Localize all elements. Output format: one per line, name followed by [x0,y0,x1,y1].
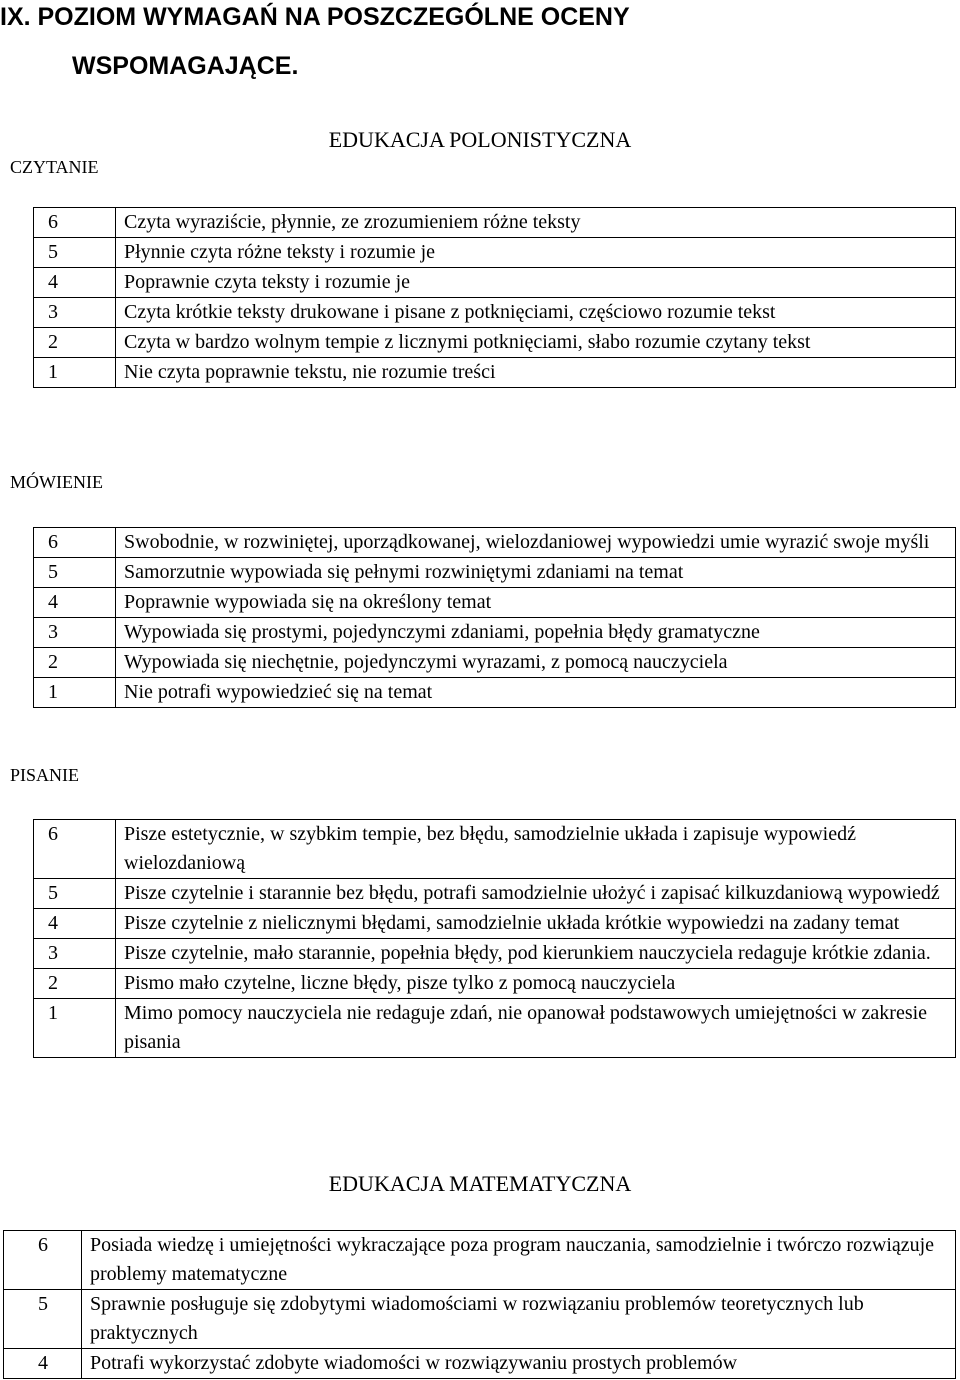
grade-cell: 6 [34,528,116,558]
table-row [34,969,956,999]
section-title-pisanie: PISANIE [10,765,80,785]
criteria-cell: Swobodnie, w rozwiniętej, uporządkowanej, wielozdaniowej wypowiedzi umie wyrazić swoje myśli [116,528,956,558]
table-row [4,1231,956,1290]
table-row [4,1349,956,1379]
criteria-cell: Pisze czytelnie z nielicznymi błędami, samodzielnie układa krótkie wypowiedzi na zadany temat [116,909,956,939]
table-row [34,298,956,328]
table-row [34,528,956,558]
table-row [4,1290,956,1349]
criteria-cell: Czyta w bardzo wolnym tempie z licznymi potknięciami, słabo rozumie czytany tekst [116,328,956,358]
table-row [34,618,956,648]
grade-cell: 1 [34,678,116,708]
grade-cell: 3 [34,618,116,648]
grade-cell: 2 [34,969,116,999]
mowienie-table [33,527,956,708]
table-row [34,328,956,358]
pisanie-table [33,819,956,1058]
criteria-cell: Pisze estetycznie, w szybkim tempie, bez błędu, samodzielnie układa i zapisuje wypowiedź wielozdaniową [116,820,956,879]
matematyczna-table [3,1230,956,1379]
table-row [34,939,956,969]
grade-cell: 1 [34,999,116,1058]
criteria-cell: Mimo pomocy nauczyciela nie redaguje zdań, nie opanował podstawowych umiejętności w zakresie pisania [116,999,956,1058]
criteria-cell: Potrafi wykorzystać zdobyte wiadomości w rozwiązywaniu prostych problemów [82,1349,956,1379]
grade-cell: 2 [34,648,116,678]
criteria-cell: Wypowiada się niechętnie, pojedynczymi wyrazami, z pomocą nauczyciela [116,648,956,678]
table-row [34,238,956,268]
criteria-cell: Pisze czytelnie, mało starannie, popełnia błędy, pod kierunkiem nauczyciela redaguje krótkie zdania. [116,939,956,969]
grade-cell: 5 [34,879,116,909]
grade-cell: 3 [34,298,116,328]
chapter-heading: IX. POZIOM WYMAGAŃ NA POSZCZEGÓLNE OCENY [0,3,630,31]
criteria-cell: Płynnie czyta różne teksty i rozumie je [116,238,956,268]
grade-cell: 5 [4,1290,82,1349]
grade-cell: 2 [34,328,116,358]
grade-cell: 4 [4,1349,82,1379]
subject-title-polonistyczna: EDUKACJA POLONISTYCZNA [328,127,632,152]
criteria-cell: Czyta wyraziście, płynnie, ze zrozumieniem różne teksty [116,208,956,238]
grade-cell: 5 [34,558,116,588]
table-row [34,820,956,879]
table-row [34,678,956,708]
criteria-cell: Sprawnie posługuje się zdobytymi wiadomościami w rozwiązaniu problemów teoretycznych lub praktycznych [82,1290,956,1349]
criteria-cell: Nie czyta poprawnie tekstu, nie rozumie treści [116,358,956,388]
criteria-cell: Poprawnie czyta teksty i rozumie je [116,268,956,298]
criteria-cell: Wypowiada się prostymi, pojedynczymi zdaniami, popełnia błędy gramatyczne [116,618,956,648]
criteria-cell: Samorzutnie wypowiada się pełnymi rozwiniętymi zdaniami na temat [116,558,956,588]
chapter-heading-continuation: WSPOMAGAJĄCE. [72,52,299,80]
grade-cell: 4 [34,909,116,939]
table-row [34,909,956,939]
grade-cell: 5 [34,238,116,268]
table-row [34,588,956,618]
grade-cell: 4 [34,588,116,618]
table-row [34,879,956,909]
criteria-cell: Posiada wiedzę i umiejętności wykraczające poza program nauczania, samodzielnie i twórczo rozwiązuje problemy matematyczne [82,1231,956,1290]
criteria-cell: Nie potrafi wypowiedzieć się na temat [116,678,956,708]
criteria-cell: Pismo mało czytelne, liczne błędy, pisze tylko z pomocą nauczyciela [116,969,956,999]
grade-cell: 4 [34,268,116,298]
subject-title-matematyczna: EDUKACJA MATEMATYCZNA [328,1171,632,1196]
criteria-cell: Pisze czytelnie i starannie bez błędu, potrafi samodzielnie ułożyć i zapisać kilkuzdaniową wypowiedź [116,879,956,909]
table-row [34,358,956,388]
table-row [34,648,956,678]
criteria-cell: Czyta krótkie teksty drukowane i pisane z potknięciami, częściowo rozumie tekst [116,298,956,328]
table-row [34,268,956,298]
section-title-mowienie: MÓWIENIE [10,472,103,492]
grade-cell: 1 [34,358,116,388]
criteria-cell: Poprawnie wypowiada się na określony temat [116,588,956,618]
grade-cell: 6 [34,208,116,238]
grade-cell: 6 [4,1231,82,1290]
table-row [34,999,956,1058]
czytanie-table [33,207,956,388]
section-title-czytanie: CZYTANIE [10,157,99,177]
table-row [34,558,956,588]
table-row [34,208,956,238]
grade-cell: 6 [34,820,116,879]
grade-cell: 3 [34,939,116,969]
